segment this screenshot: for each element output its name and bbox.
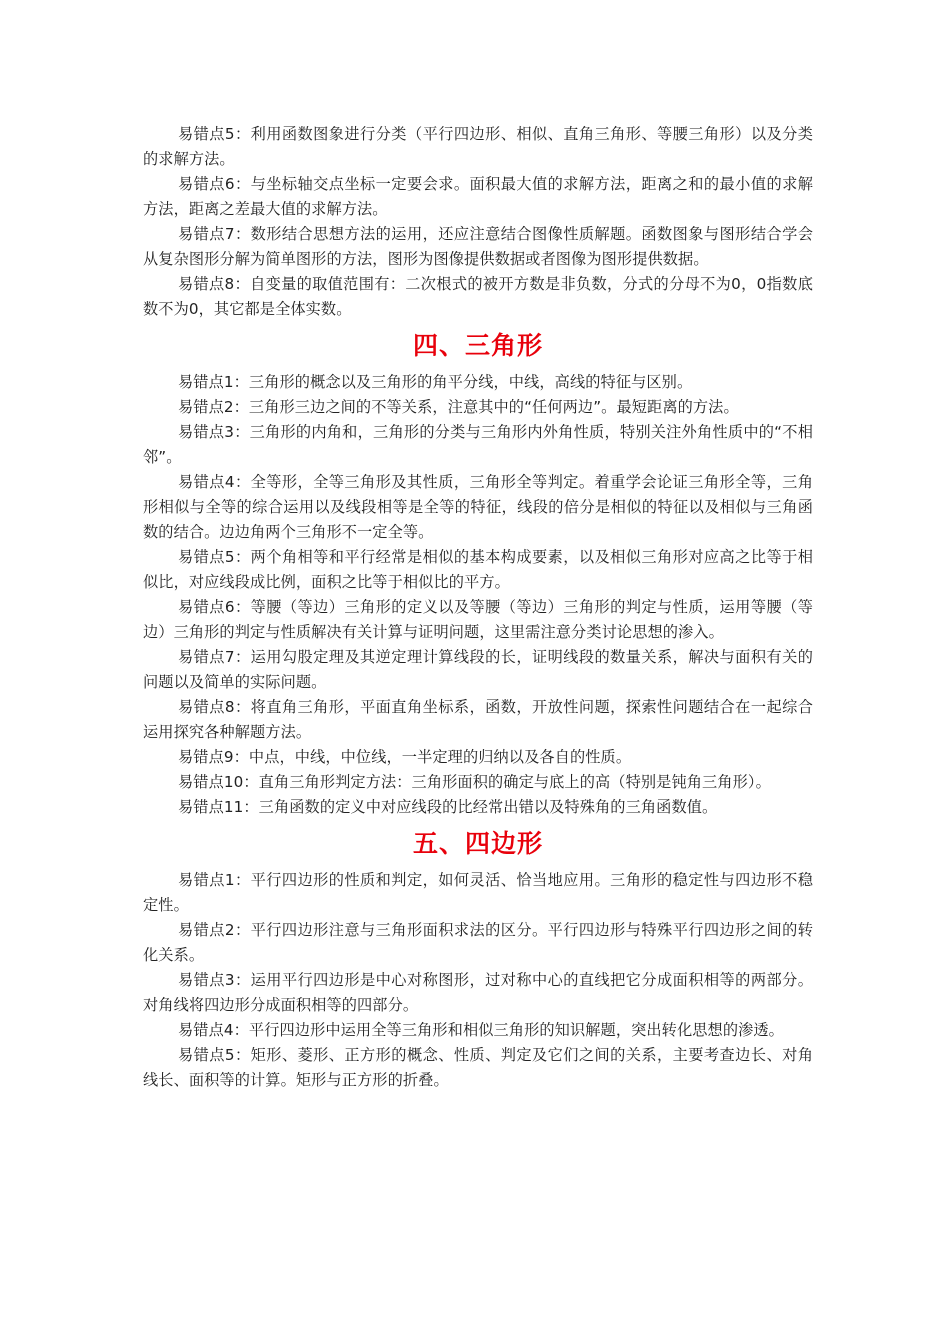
paragraph: 易错点3：运用平行四边形是中心对称图形，过对称中心的直线把它分成面积相等的两部分。对角线将四边形分成面积相等的四部分。 (143, 971, 813, 1014)
paragraph: 易错点2：平行四边形注意与三角形面积求法的区分。平行四边形与特殊平行四边形之间的转化关系。 (143, 921, 813, 964)
paragraph: 易错点5：利用函数图象进行分类（平行四边形、相似、直角三角形、等腰三角形）以及分类的求解方法。 (143, 125, 813, 168)
document-page (143, 122, 813, 1093)
paragraph: 易错点4：全等形，全等三角形及其性质，三角形全等判定。着重学会论证三角形全等，三角形相似与全等的综合运用以及线段相等是全等的特征，线段的倍分是相似的特征以及相似与三角函数的结合。边边角两个三角形不一定全等。 (143, 473, 813, 541)
paragraph: 易错点11：三角函数的定义中对应线段的比经常出错以及特殊角的三角函数值。 (178, 798, 718, 816)
paragraph: 易错点5：两个角相等和平行经常是相似的基本构成要素，以及相似三角形对应高之比等于相似比，对应线段成比例，面积之比等于相似比的平方。 (143, 548, 813, 591)
paragraph: 易错点5：矩形、菱形、正方形的概念、性质、判定及它们之间的关系，主要考查边长、对角线长、面积等的计算。矩形与正方形的折叠。 (143, 1046, 813, 1089)
paragraph: 易错点4：平行四边形中运用全等三角形和相似三角形的知识解题，突出转化思想的渗透。 (178, 1021, 784, 1039)
paragraph: 易错点9：中点，中线，中位线，一半定理的归纳以及各自的性质。 (178, 748, 632, 766)
paragraph: 易错点3：三角形的内角和，三角形的分类与三角形内外角性质，特别关注外角性质中的“不相邻”。 (143, 423, 813, 466)
paragraph: 易错点7：运用勾股定理及其逆定理计算线段的长，证明线段的数量关系，解决与面积有关的问题以及简单的实际问题。 (143, 648, 813, 691)
paragraph: 易错点1：三角形的概念以及三角形的角平分线，中线，高线的特征与区别。 (178, 373, 693, 391)
paragraph: 易错点2：三角形三边之间的不等关系，注意其中的“任何两边”。最短距离的方法。 (178, 398, 739, 416)
section-heading: 五、四边形 (412, 829, 543, 858)
section-functions-continued (143, 122, 813, 322)
paragraph: 易错点7：数形结合思想方法的运用，还应注意结合图像性质解题。函数图象与图形结合学会从复杂图形分解为简单图形的方法，图形为图像提供数据或者图像为图形提供数据。 (143, 225, 813, 268)
paragraph: 易错点1：平行四边形的性质和判定，如何灵活、恰当地应用。三角形的稳定性与四边形不稳定性。 (143, 871, 813, 914)
paragraph: 易错点8：将直角三角形，平面直角坐标系，函数，开放性问题，探索性问题结合在一起综合运用探究各种解题方法。 (143, 698, 813, 741)
paragraph: 易错点10：直角三角形判定方法：三角形面积的确定与底上的高（特别是钝角三角形）。 (178, 773, 771, 791)
section-heading: 四、三角形 (412, 331, 543, 360)
paragraph: 易错点6：等腰（等边）三角形的定义以及等腰（等边）三角形的判定与性质，运用等腰（等边）三角形的判定与性质解决有关计算与证明问题，这里需注意分类讨论思想的渗入。 (143, 598, 813, 641)
paragraph: 易错点6：与坐标轴交点坐标一定要会求。面积最大值的求解方法，距离之和的最小值的求解方法，距离之差最大值的求解方法。 (143, 175, 813, 218)
paragraph: 易错点8：自变量的取值范围有：二次根式的被开方数是非负数，分式的分母不为0，0指数底数不为0，其它都是全体实数。 (143, 275, 813, 318)
section-quadrilateral (143, 829, 813, 1093)
section-triangle (143, 331, 813, 820)
